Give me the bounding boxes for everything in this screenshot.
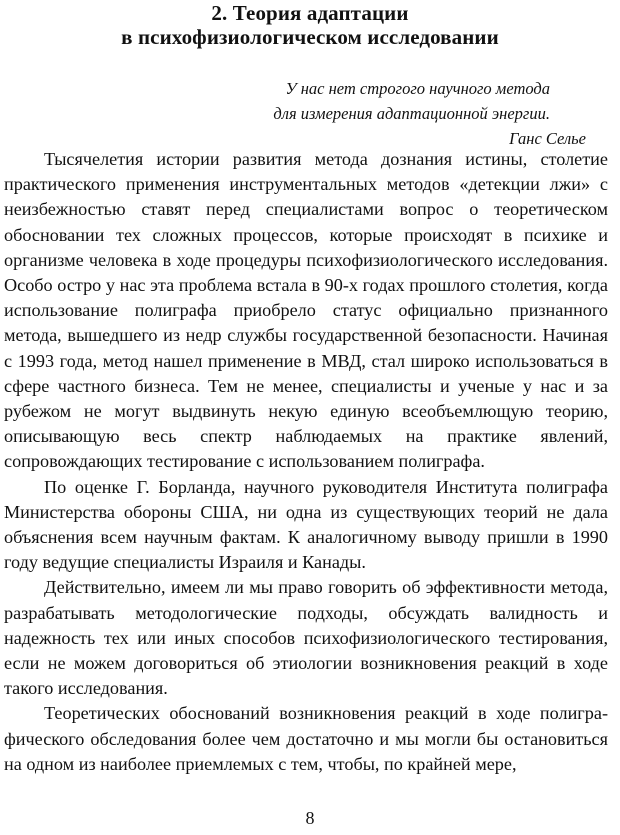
paragraph-2: По оценке Г. Борланда, научного руководителя Института полиграфа Министерства обороны США, ни одна из существующих теорий не дала объяснения всем научным фактам. К аналогичному выводу пришли в 1990 году ведущие специалисты Израиля и Канады.	[4, 476, 608, 573]
paragraph-3: Действительно, имеем ли мы право говорить об эффективности метода, разрабатывать методологические подходы, обсуждать валидность и надежность тех или иных способов психофизиологического тестирования, если не можем договориться об этиологии возникновения реакций в ходе такого исследования.	[4, 577, 608, 699]
page-number: 8	[305, 808, 315, 828]
paragraph-4: Теоретических обоснований возникновения реакций в ходе полиграфического обследования более чем достаточно и мы могли бы остановиться на одном из наиболее приемлемых с тем, чтобы, по крайней мере,	[4, 703, 608, 774]
section-title-line-1: 2. Теория адаптации	[211, 1, 409, 25]
section-title-line-2: в психофизиологическом исследовании	[121, 25, 499, 49]
epigraph	[166, 76, 586, 151]
epigraph-line-2: для измерения адаптационной энергии.	[273, 104, 550, 123]
paragraph-1: Тысячелетия истории развития метода дознания истины, столетие практического применения инструментальных методов «детекции лжи» с неизбежностью ставят перед специалистами вопрос о теоретическом обосновании тех сложных процессов, которые происходят в психике и организме человека в ходе процедуры психофизиологического исследования. Особо остро у нас эта проблема встала в 90-х годах прошлого столетия, когда использование полиграфа приобрело статус официально признанного метода, вышедшего из недр службы государственной безопасности. Начиная с 1993 года, метод нашел применение в МВД, стал широко использоваться в сфере частного бизнеса. Тем не менее, специалисты и ученые у нас и за рубежом не могут выдвинуть некую единую всеобъемлющую теорию, описывающую весь спектр наблюдаемых на практике явлений, сопровождающих тестирование с использованием полиграфа.	[4, 149, 608, 472]
epigraph-author: Ганс Селье	[509, 129, 586, 148]
body-text	[4, 147, 608, 777]
epigraph-line-1: У нас нет строгого научного метода	[285, 79, 550, 98]
